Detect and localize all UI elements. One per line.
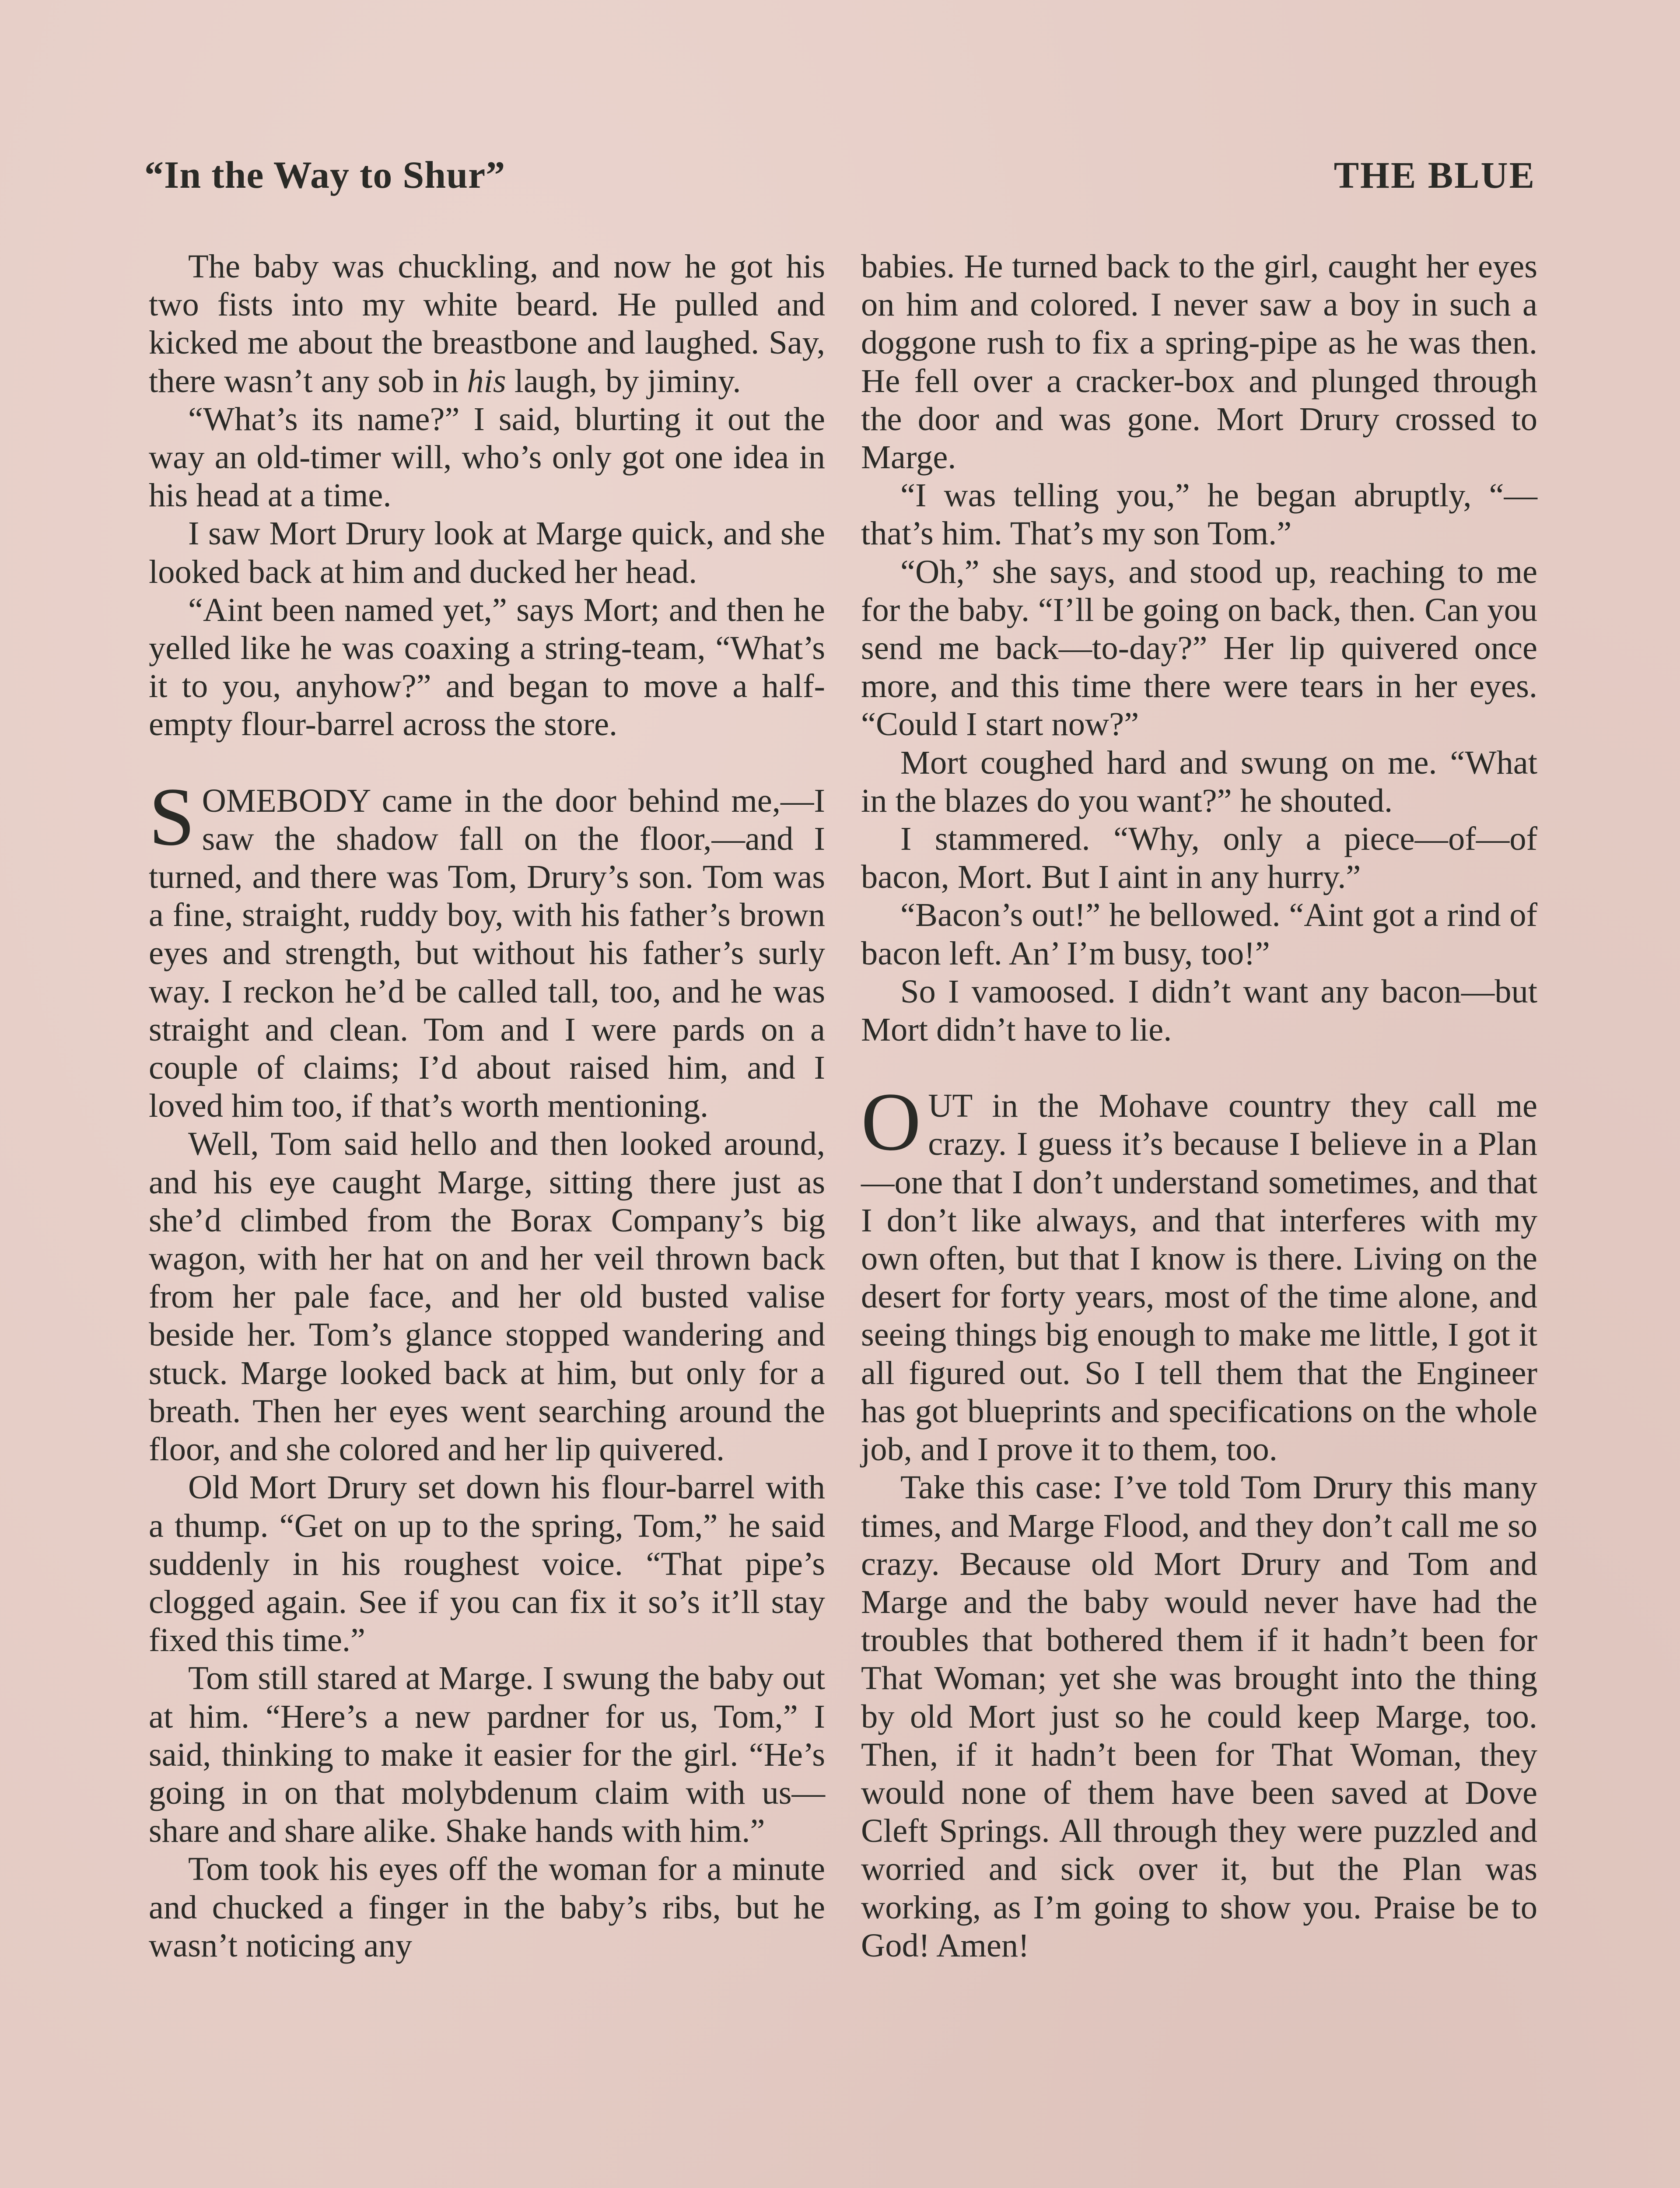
paragraph: “Bacon’s out!” he bellowed. “Aint got a rind of bacon left. An’ I’m busy, too!” [861,896,1537,972]
paragraph: Tom took his eyes off the woman for a minute and chucked a finger in the baby’s ribs, but he wasn’t noticing any [149,1850,825,1964]
left-column [149,247,825,1964]
paragraph: “Oh,” she says, and stood up, reaching to me for the baby. “I’ll be going on back, then. Can you send me back—to-day?” Her lip quivered once more, and this time there were tears in her eyes. “Could I start now?” [861,553,1537,743]
paragraph: Well, Tom said hello and then looked around, and his eye caught Marge, sitting there just as she’d climbed from the Borax Company’s big wagon, with her hat on and her veil thrown back from her pale face, and her old busted valise beside her. Tom’s glance stopped wandering and stuck. Marge looked back at him, but only for a breath. Then her eyes went searching around the floor, and she colored and her lip quivered. [149,1125,825,1468]
right-column [861,247,1537,1964]
paragraph: I saw Mort Drury look at Marge quick, and she looked back at him and ducked her head. [149,515,825,590]
paragraph-text: OMEBODY came in the door behind me,—I saw the shadow fall on the floor,—and I turned, and there was Tom, Drury’s son. Tom was a fine, straight, ruddy boy, with his father’s brown eyes and strength, but without his father’s surly way. I reckon he’d be called tall, too, and he was straight and clean. Tom and I were pards on a couple of claims; I’d about raised him, and I loved him too, if that’s worth mentioning. [149,782,825,1125]
paragraph-section-start [149,771,825,1125]
drop-cap: S [149,771,195,863]
drop-cap: O [861,1076,921,1168]
paragraph: Tom still stared at Marge. I swung the baby out at him. “Here’s a new pardner for us, Tom,” I said, thinking to make it easier for the girl. “He’s going in on that molybdenum claim with us—share and share alike. Shake hands with him.” [149,1659,825,1850]
paragraph: So I vamoosed. I didn’t want any bacon—but Mort didn’t have to lie. [861,972,1537,1048]
emphasis: his [467,362,506,400]
paragraph: Old Mort Drury set down his flour-barrel with a thump. “Get on up to the spring, Tom,” he said suddenly in his roughest voice. “That pipe’s clogged again. See if you can fix it so’s it’ll stay fixed this time.” [149,1469,825,1659]
paragraph: The baby was chuckling, and now he got his two fists into my white beard. He pulled and kicked me about the breastbone and laughed. Say, there wasn’t any sob in his laugh, by jiminy. [149,248,825,400]
paragraph: “I was telling you,” he began abruptly, “—that’s him. That’s my son Tom.” [861,477,1537,552]
paragraph-text: UT in the Mohave country they call me crazy. I guess it’s because I believe in a Plan—one that I don’t understand sometimes, and that I don’t like always, and that interferes with my own often, but that I know is there. Living on the desert for forty years, most of the time alone, and seeing things big enough to make me little, I got it all figured out. So I tell them that the Engineer has got blueprints and specifications on the whole job, and I prove it to them, too. [861,1087,1537,1468]
paragraph: “Aint been named yet,” says Mort; and then he yelled like he was coaxing a string-team, “What’s it to you, anyhow?” and began to move a half-empty flour-barrel across the store. [149,591,825,743]
paragraph-section-start [861,1076,1537,1468]
paragraph: Mort coughed hard and swung on me. “What in the blazes do you want?” he shouted. [861,743,1537,819]
paragraph: Take this case: I’ve told Tom Drury this many times, and Marge Flood, and they don’t call me so crazy. Because old Mort Drury and Tom and Marge and the baby would never have had the troubles that bothered them if it hadn’t been for That Woman; yet she was brought into the thing by old Mort just so he could keep Marge, too. Then, if it hadn’t been for That Woman, they would none of them have been saved at Dove Cleft Springs. All through they were puzzled and worried and sick over it, but the Plan was working, as I’m going to show you. Praise be to God! Amen! [861,1469,1537,1964]
magazine-title: THE BLUE [1334,154,1536,196]
paragraph: “What’s its name?” I said, blurting it out the way an old-timer will, who’s only got one idea in his head at a time. [149,400,825,514]
running-header [144,153,1536,206]
story-title: “In the Way to Shur” [144,154,506,196]
paragraph: I stammered. “Why, only a piece—of—of bacon, Mort. But I aint in any hurry.” [861,820,1537,896]
paragraph-continued: babies. He turned back to the girl, caught her eyes on him and colored. I never saw a boy in such a doggone rush to fix a spring-pipe as he was then. He fell over a cracker-box and plunged through the door and was gone. Mort Drury crossed to Marge. [861,248,1537,476]
